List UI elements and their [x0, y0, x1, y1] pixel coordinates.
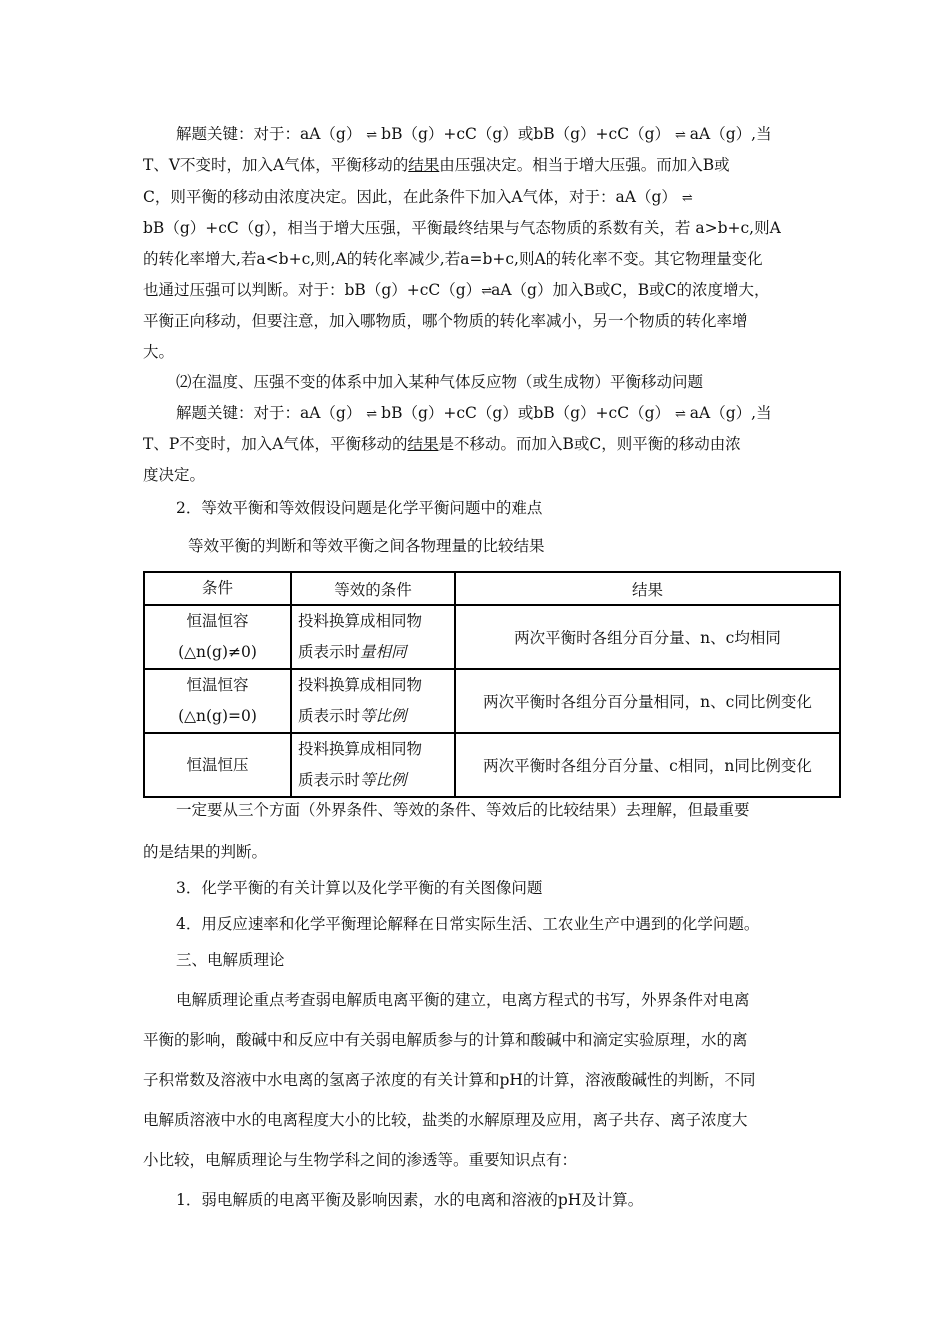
table-header-cell: 条件: [144, 572, 291, 605]
table-cell-result: 两次平衡时各组分百分量、n、c均相同: [455, 605, 840, 669]
list-item: 4．用反应速率和化学平衡理论解释在日常实际生活、工农业生产中遇到的化学问题。: [176, 915, 760, 933]
paragraph-line: 度决定。: [143, 466, 206, 484]
text-run: 质表示时: [298, 707, 361, 725]
table-header-cell: 结果: [455, 572, 840, 605]
cell-text: 投料换算成相同物: [298, 740, 423, 758]
text-run: 是不移动。而加入B或C，则平衡的移动由浓: [438, 435, 741, 453]
table-cell-condition: 恒温恒压: [144, 733, 291, 797]
section-heading: ⑵在温度、压强不变的体系中加入某种气体反应物（或生成物）平衡移动问题: [176, 373, 704, 391]
paragraph-line: 平衡正向移动，但要注意，加入哪物质，哪个物质的转化率减小，另一个物质的转化率增: [143, 312, 748, 330]
text-run: aA（g）,当: [689, 404, 772, 422]
table-header-cell: 等效的条件: [291, 572, 455, 605]
table-cell-result: 两次平衡时各组分百分量相同，n、c同比例变化: [455, 669, 840, 733]
equilibrium-arrow-icon: ⇌: [674, 407, 685, 422]
equilibrium-arrow-icon: ⇌: [366, 128, 377, 143]
text-run: bB（g）+cC（g）或bB（g）+cC（g）: [381, 125, 671, 143]
text-run: 质表示时: [298, 643, 361, 661]
text-run: aA（g）加入B或C，B或C的浓度增大，: [491, 281, 770, 299]
paragraph-line: 的转化率增大,若a<b+c,则,A的转化率减少,若a=b+c,则A的转化率不变。其它物理量变化: [143, 250, 763, 268]
equilibrium-arrow-icon: ⇌: [681, 191, 692, 206]
text-run: T、P不变时，加入A气体，平衡移动的: [143, 435, 408, 453]
text-run: aA（g）,当: [689, 125, 772, 143]
list-item: 3．化学平衡的有关计算以及化学平衡的有关图像问题: [176, 879, 543, 897]
paragraph-line: 一定要从三个方面（外界条件、等效的条件、等效后的比较结果）去理解，但最重要: [176, 801, 750, 819]
paragraph-line: 子积常数及溶液中水电离的氢离子浓度的有关计算和pH的计算，溶液酸碱性的判断，不同: [143, 1071, 756, 1089]
table-cell-equivalence: [291, 669, 455, 733]
paragraph-line: [143, 155, 811, 175]
paragraph-line: [143, 280, 811, 302]
paragraph-line: 的是结果的判断。: [143, 843, 268, 861]
underlined-text: 结果: [407, 435, 439, 453]
table-row: [144, 605, 840, 669]
text-run: 解题关键：对于：aA（g）: [176, 404, 362, 422]
cell-text: 投料换算成相同物: [298, 612, 423, 630]
text-run: T、V不变时，加入A气体，平衡移动的: [143, 156, 409, 174]
italic-text: 量相同: [360, 643, 407, 661]
table-cell-equivalence: [291, 605, 455, 669]
paragraph-line: [143, 187, 811, 209]
underlined-text: 结果: [408, 156, 440, 174]
cell-text: 投料换算成相同物: [298, 676, 423, 694]
table-cell-condition: [144, 605, 291, 669]
cell-text: (△n(g)≠0): [178, 643, 257, 661]
paragraph-line: 小比较，电解质理论与生物学科之间的渗透等。重要知识点有：: [143, 1151, 578, 1169]
table-row: [144, 669, 840, 733]
paragraph-line: [176, 124, 816, 146]
equilibrium-arrow-icon: ⇌: [366, 407, 377, 422]
italic-text: 等比例: [360, 771, 407, 789]
list-item: 2．等效平衡和等效假设问题是化学平衡问题中的难点: [176, 499, 543, 517]
text-run: 质表示时: [298, 771, 361, 789]
text-run: 也通过压强可以判断。对于：bB（g）+cC（g）: [143, 281, 482, 299]
paragraph-line: 电解质溶液中水的电离程度大小的比较，盐类的水解原理及应用，离子共存、离子浓度大: [143, 1111, 748, 1129]
table-header-row: [144, 572, 840, 605]
section-heading: 三、电解质理论: [176, 951, 285, 969]
text-run: C，则平衡的移动由浓度决定。因此，在此条件下加入A气体，对于：aA（g）: [143, 188, 677, 206]
paragraph-line: 大。: [143, 343, 175, 361]
table-caption: 等效平衡的判断和等效平衡之间各物理量的比较结果: [188, 537, 545, 555]
equilibrium-arrow-icon: ⇌: [674, 128, 685, 143]
list-item: 1．弱电解质的电离平衡及影响因素，水的电离和溶液的pH及计算。: [176, 1191, 644, 1209]
paragraph-line: [143, 434, 811, 454]
table-row: [144, 733, 840, 797]
cell-text: 恒温恒容: [186, 676, 249, 694]
cell-text: 恒温恒容: [186, 612, 249, 630]
paragraph-line: 电解质理论重点考查弱电解质电离平衡的建立，电离方程式的书写，外界条件对电离: [176, 991, 750, 1009]
cell-text: [298, 765, 448, 796]
cell-text: [298, 637, 448, 668]
table-cell-condition: [144, 669, 291, 733]
paragraph-line: [176, 403, 816, 425]
comparison-table: [143, 571, 841, 798]
text-run: 解题关键：对于：aA（g）: [176, 125, 362, 143]
text-run: bB（g）+cC（g）或bB（g）+cC（g）: [381, 404, 671, 422]
table-cell-equivalence: [291, 733, 455, 797]
paragraph-line: bB（g）+cC（g），相当于增大压强，平衡最终结果与气态物质的系数有关，若 a>b+c,则A: [143, 219, 781, 237]
cell-text: [298, 701, 448, 732]
equilibrium-arrow-icon: ⇌: [481, 284, 492, 299]
text-run: 由压强决定。相当于增大压强。而加入B或: [439, 156, 730, 174]
italic-text: 等比例: [360, 707, 407, 725]
cell-text: (△n(g)=0): [178, 707, 257, 725]
paragraph-line: 平衡的影响，酸碱中和反应中有关弱电解质参与的计算和酸碱中和滴定实验原理，水的离: [143, 1031, 748, 1049]
table-cell-result: 两次平衡时各组分百分量、c相同，n同比例变化: [455, 733, 840, 797]
